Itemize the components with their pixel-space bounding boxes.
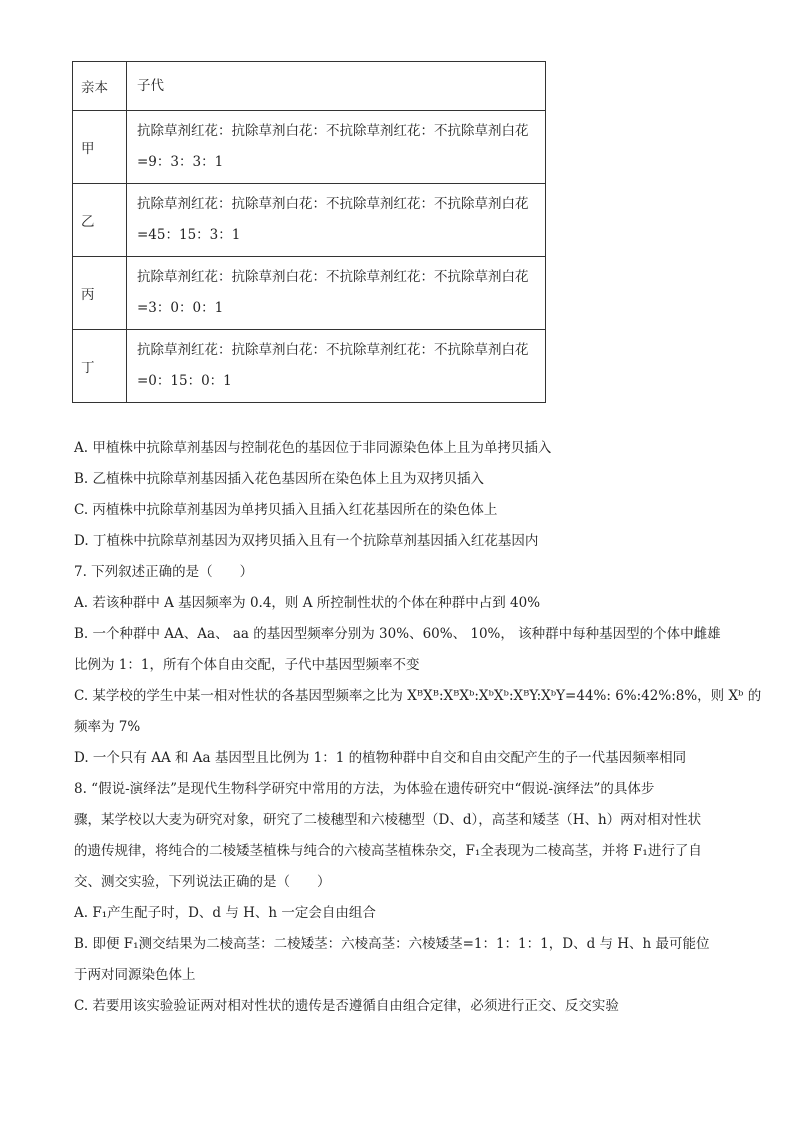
row-parent: 丙 [73,257,127,330]
q7-option-c-line-1 [74,684,761,704]
table-row [73,184,546,257]
header-parent: 亲本 [73,62,127,111]
table-header-row [73,62,546,111]
offspring-line-2: =9：3：3：1 [137,154,224,170]
offspring-line-2: =45：15：3：1 [137,227,241,243]
q6-option-c: C. 丙植株中抗除草剂基因为单拷贝插入且插入红花基因所在的染色体上 [74,502,498,518]
q7-option-c-tail: ，则 Xᵇ 的 [697,688,762,704]
genotype-ratio-formula: XᴮXᴮ:XᴮXᵇ:XᵇXᵇ:XᴮY:XᵇY=44%: 6%:42%:8% [407,688,698,704]
q7-option-c-line-2: 频率为 7% [74,719,141,735]
q6-option-a: A. 甲植株中抗除草剂基因与控制花色的基因位于非同源染色体上且为单拷贝插入 [74,440,552,456]
q7-option-c-text: C. 某学校的学生中某一相对性状的各基因型频率之比为 [74,688,408,704]
row-parent: 乙 [73,184,127,257]
offspring-line-2: =3：0：0：1 [137,300,224,316]
q8-stem-line-1: 8. “假说-演绎法”是现代生物科学研究中常用的方法，为体验在遗传研究中“假说-演绎法”的具体步 [74,781,655,797]
offspring-line-2: =0：15：0：1 [137,373,232,389]
q8-stem-line-2: 骤，某学校以大麦为研究对象，研究了二棱穗型和六棱穗型（D、d），高茎和矮茎（H、h）两对相对性状 [74,812,702,828]
q8-option-b-line-1: B. 即便 F₁测交结果为二棱高茎：二棱矮茎：六棱高茎：六棱矮茎=1：1：1：1，D、d 与 H、h 最可能位 [74,936,710,952]
q8-option-a: A. F₁产生配子时，D、d 与 H、h 一定会自由组合 [74,905,376,921]
offspring-line-1: 抗除草剂红花：抗除草剂白花：不抗除草剂红花：不抗除草剂白花 [137,342,529,358]
q8-option-b-line-2: 于两对同源染色体上 [74,967,196,983]
row-parent: 甲 [73,111,127,184]
row-offspring [127,257,546,330]
table-row [73,257,546,330]
q8-stem-line-3: 的遗传规律，将纯合的二棱矮茎植株与纯合的六棱高茎植株杂交，F₁全表现为二棱高茎，并将 F₁进行了自 [74,843,702,859]
table-row [73,330,546,403]
q7-option-a: A. 若该种群中 A 基因频率为 0.4，则 A 所控制性状的个体在种群中占到 40% [74,595,541,611]
q8-stem-line-4: 交、测交实验，下列说法正确的是（ ） [74,874,331,890]
q6-option-b: B. 乙植株中抗除草剂基因插入花色基因所在染色体上且为双拷贝插入 [74,471,485,487]
q8-option-c: C. 若要用该实验验证两对相对性状的遗传是否遵循自由组合定律，必须进行正交、反交实验 [74,998,619,1014]
offspring-line-1: 抗除草剂红花：抗除草剂白花：不抗除草剂红花：不抗除草剂白花 [137,123,529,139]
q7-option-b-line-1: B. 一个种群中 AA、Aa、 aa 的基因型频率分别为 30%、60%、 10%， 该种群中每种基因型的个体中雌雄 [74,626,721,642]
q7-option-d: D. 一个只有 AA 和 Aa 基因型且比例为 1：1 的植物种群中自交和自由交配产生的子一代基因频率相同 [74,750,687,766]
row-offspring [127,184,546,257]
row-parent: 丁 [73,330,127,403]
q7-stem: 7. 下列叙述正确的是（ ） [74,564,254,580]
header-offspring: 子代 [127,62,546,111]
parent-offspring-table [72,61,546,403]
table-row [73,111,546,184]
offspring-line-1: 抗除草剂红花：抗除草剂白花：不抗除草剂红花：不抗除草剂白花 [137,269,529,285]
offspring-line-1: 抗除草剂红花：抗除草剂白花：不抗除草剂红花：不抗除草剂白花 [137,196,529,212]
row-offspring [127,111,546,184]
row-offspring [127,330,546,403]
q6-option-d: D. 丁植株中抗除草剂基因为双拷贝插入且有一个抗除草剂基因插入红花基因内 [74,533,539,549]
q7-option-b-line-2: 比例为 1：1，所有个体自由交配，子代中基因型频率不变 [74,657,420,673]
